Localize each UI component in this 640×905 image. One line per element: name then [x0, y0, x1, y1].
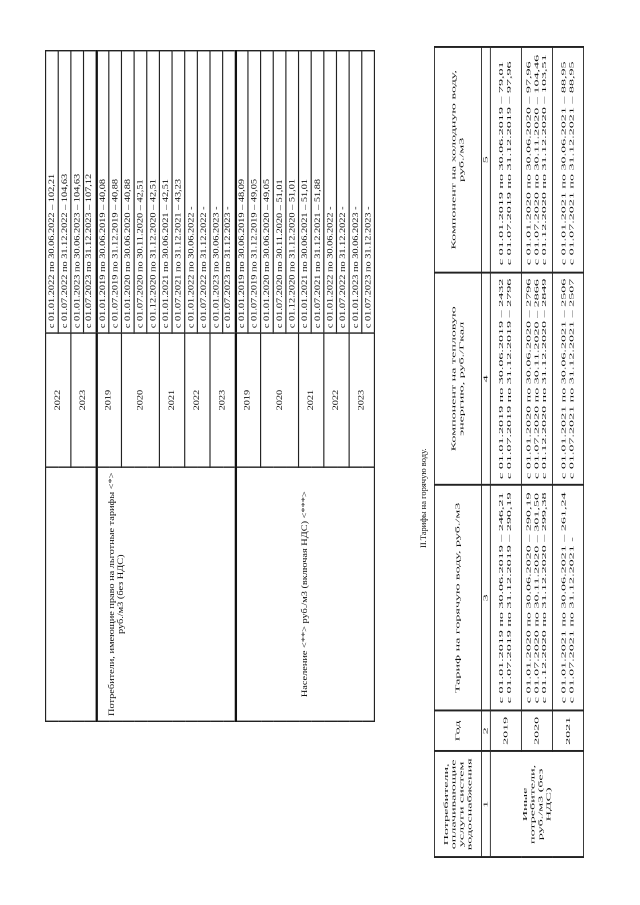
category-cell: Потребители, имеющие право на льготные тарифы <*> руб./м3 (без НДС): [96, 467, 235, 721]
year-cell: 2023: [349, 333, 374, 467]
year-cell: 2021: [552, 710, 583, 752]
year-cell: 2021: [299, 333, 324, 467]
heat-cell: [552, 272, 583, 486]
period-value: с 01.07.2019 по 31.12.2019 – 290,19: [505, 492, 513, 704]
value-cell: с 01.07.2023 по 31.12.2023 -: [362, 51, 375, 333]
period-value: с 01.07.2019 по 31.12.2019 – 2796: [505, 278, 513, 479]
column-number-row: [481, 48, 490, 857]
value-cell: с 01.07.2020 по 30.11.2020 – 51,01: [273, 51, 286, 333]
year-cell: 2023: [210, 333, 235, 467]
value-cell: с 01.01.2022 по 30.06.2022 -: [324, 51, 337, 333]
column-header: Год: [434, 710, 481, 752]
table-row: [235, 51, 248, 722]
year-cell: 2022: [46, 333, 71, 467]
period-value: с 01.01.2019 по 30.06.2019 – 79,01: [497, 61, 506, 266]
table-row: [552, 48, 583, 857]
period-value: с 01.07.2021 по 31.12.2021 -: [567, 537, 576, 704]
value-cell: с 01.07.2023 по 31.12.2023 -: [223, 51, 236, 333]
column-header: Компонент на холодную воду, руб./м3: [434, 48, 481, 272]
value-cell: с 01.01.2020 по 30.06.2020 – 40,88: [121, 51, 134, 333]
period-value: с 01.01.2021 по 30.06.2021 – 88,95: [559, 61, 568, 266]
period-value: с 01.07.2021 по 31.12.2021 – 2507: [567, 278, 576, 479]
category-cell: Население <**> руб./м3 (включая НДС) <***>: [235, 467, 374, 721]
value-cell: с 01.07.2023 по 31.12.2023 – 107,12: [84, 51, 97, 333]
period-value: с 01.01.2020 по 30.06.2020 – 290,19: [524, 492, 533, 704]
column-number: 3: [481, 486, 490, 710]
column-number: 5: [481, 48, 490, 272]
value-cell: с 01.07.2022 по 31.12.2022 – 104,63: [58, 51, 71, 333]
value-cell: с 01.07.2020 по 30.11.2020 – 42,51: [134, 51, 147, 333]
year-cell: 2019: [96, 333, 121, 467]
table-row: [521, 48, 552, 857]
tariff-cell: [521, 486, 552, 710]
year-cell: 2020: [121, 333, 159, 467]
period-value: с 01.07.2019 по 31.12.2019 – 97,96: [505, 61, 513, 266]
period-value: с 01.01.2019 по 30.06.2019 – 246,21: [497, 492, 506, 704]
year-cell: 2022: [185, 333, 210, 467]
column-number: 1: [481, 752, 490, 857]
value-cell: с 01.12.2020 по 31.12.2020 – 42,51: [147, 51, 160, 333]
value-cell: с 01.07.2019 по 31.12.2019 – 40,88: [109, 51, 122, 333]
hot-water-tariff-table: [434, 47, 584, 858]
table-row: [46, 51, 59, 722]
period-value: с 01.07.2020 по 30.11.2020 – 104,46: [532, 54, 541, 266]
column-header: Компонент на тепловую энергию, руб./Гкал: [434, 272, 481, 486]
header-row: [434, 48, 481, 857]
column-number: 2: [481, 710, 490, 752]
value-cell: с 01.01.2021 по 30.06.2021 – 51,01: [299, 51, 312, 333]
category-cell: [46, 467, 97, 721]
period-value: с 01.07.2020 по 30.11.2020 – 301,50: [532, 492, 541, 704]
heat-cell: [521, 272, 552, 486]
cold-cell: [552, 48, 583, 272]
cold-cell: [490, 48, 521, 272]
upper-tariff-table: [45, 50, 375, 722]
heat-cell: [490, 272, 521, 486]
category-cell: Иные потребители, руб./м3 (без НДС): [490, 752, 583, 857]
table-row: [96, 51, 109, 722]
value-cell: с 01.01.2019 по 30.06.2019 – 48,09: [235, 51, 248, 333]
value-cell: с 01.07.2022 по 31.12.2022 -: [197, 51, 210, 333]
value-cell: с 01.07.2021 по 31.12.2021 – 51,88: [311, 51, 324, 333]
column-header: Тариф на горячую воду, руб./м3: [434, 486, 481, 710]
year-cell: 2019: [235, 333, 260, 467]
table-row: [490, 48, 521, 857]
value-cell: с 01.01.2022 по 30.06.2022 -: [185, 51, 198, 333]
period-value: с 01.01.2019 по 30.06.2019 – 2432: [497, 278, 506, 479]
period-value: с 01.01.2021 по 30.06.2021 – 2506: [559, 278, 568, 479]
value-cell: с 01.12.2020 по 31.12.2020 – 51,01: [286, 51, 299, 333]
value-cell: с 01.01.2021 по 30.06.2021 – 42,51: [159, 51, 172, 333]
year-cell: 2023: [71, 333, 96, 467]
value-cell: с 01.07.2021 по 31.12.2021 – 43,23: [172, 51, 185, 333]
column-number: 4: [481, 272, 490, 486]
year-cell: 2020: [521, 710, 552, 752]
tariff-cell: [490, 486, 521, 710]
period-value: с 01.12.2020 по 31.12.2020 – 299,38: [539, 492, 548, 704]
period-value: с 01.12.2020 по 31.12.2020 – 103,51: [539, 54, 548, 266]
value-cell: с 01.01.2023 по 30.06.2023 – 104,63: [71, 51, 84, 333]
year-cell: 2021: [159, 333, 184, 467]
period-value: с 01.01.2020 по 30.06.2020 – 2796: [524, 278, 533, 479]
year-cell: 2019: [490, 710, 521, 752]
year-cell: 2020: [261, 333, 299, 467]
value-cell: с 01.07.2022 по 31.12.2022 -: [336, 51, 349, 333]
tariff-cell: [552, 486, 583, 710]
value-cell: с 01.01.2020 по 30.06.2020 – 49,05: [261, 51, 274, 333]
upper-table-rotated: [45, 50, 375, 722]
period-value: с 01.12.2020 по 31.12.2020 – 2849: [539, 278, 548, 479]
value-cell: с 01.01.2019 по 30.06.2019 – 40,08: [96, 51, 109, 333]
column-header: Потребители, оплачивающие услуги систем водоснабжения: [434, 752, 481, 857]
period-value: с 01.07.2020 по 30.11.2020 – 2866: [532, 279, 541, 479]
period-value: с 01.01.2020 по 30.06.2020 – 97,96: [524, 61, 533, 266]
period-value: с 01.07.2021 по 31.12.2021 – 88,95: [567, 61, 576, 266]
value-cell: с 01.01.2022 по 30.06.2022 – 102,21: [46, 51, 59, 333]
period-value: с 01.01.2021 по 30.06.2021 – 261,24: [559, 492, 568, 704]
value-cell: с 01.01.2023 по 30.06.2023 -: [210, 51, 223, 333]
lower-table-rotated: [434, 47, 584, 858]
cold-cell: [521, 48, 552, 272]
year-cell: 2022: [324, 333, 349, 467]
value-cell: с 01.01.2023 по 30.06.2023 -: [349, 51, 362, 333]
section-title: II.Тарифы на горячую воду.: [418, 448, 428, 548]
value-cell: с 01.07.2019 по 31.12.2019 – 49,05: [248, 51, 261, 333]
